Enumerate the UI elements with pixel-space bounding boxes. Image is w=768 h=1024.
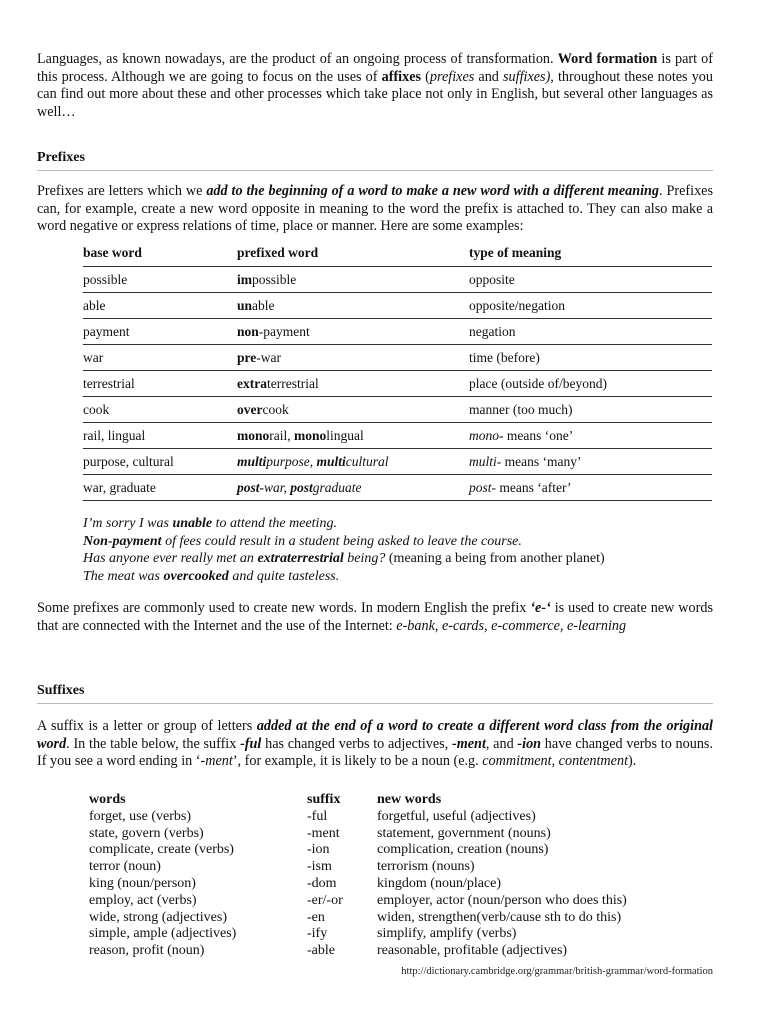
table-row bbox=[89, 876, 627, 893]
suffix-examples: commitment, contentment bbox=[482, 753, 629, 769]
suffixes-text: ’, for example, it is likely to be a noun (e.g. bbox=[232, 753, 483, 769]
prefix: un bbox=[237, 297, 253, 313]
example-text: The meat was bbox=[83, 568, 164, 584]
words-cell: complicate, create (verbs) bbox=[89, 842, 234, 858]
new-words-cell: statement, government (nouns) bbox=[377, 825, 551, 841]
suffixes-text: ). bbox=[628, 753, 637, 769]
example-sentence bbox=[83, 568, 605, 586]
prefixed-word-cell bbox=[237, 293, 469, 319]
suffix-cell: -er/-or bbox=[307, 892, 343, 908]
table-row bbox=[83, 371, 712, 397]
base-word-cell: able bbox=[83, 293, 237, 319]
intro-bold-term: affixes bbox=[381, 68, 422, 85]
intro-text: , throughout these notes you can find out more about these and other processes which take place not only in English, but several other languages as well… bbox=[37, 68, 713, 120]
column-header: words bbox=[89, 792, 126, 807]
table-row bbox=[83, 475, 712, 501]
meaning-rest: means ‘one’ bbox=[503, 427, 574, 443]
meaning-rest: means ‘after’ bbox=[496, 479, 572, 495]
column-header: suffix bbox=[307, 792, 341, 807]
example-note: (meaning a being from another planet) bbox=[385, 551, 605, 566]
column-header: base word bbox=[83, 240, 237, 267]
meaning-cell: opposite/negation bbox=[469, 293, 712, 319]
suffixes-text: , and bbox=[485, 735, 518, 752]
word-rest: war, bbox=[264, 479, 291, 495]
base-word-cell: purpose, cultural bbox=[83, 449, 237, 475]
prefix-italic: multi- bbox=[469, 453, 502, 469]
suffix-term: -ion bbox=[517, 735, 542, 752]
new-words-cell: widen, strengthen(verb/cause sth to do this) bbox=[377, 909, 622, 925]
base-word-cell: war bbox=[83, 345, 237, 371]
suffixes-text: . In the table below, the suffix bbox=[66, 735, 241, 752]
prefix-examples bbox=[83, 515, 605, 585]
table-row bbox=[83, 319, 712, 345]
new-words-cell: terrorism (nouns) bbox=[377, 859, 475, 875]
prefixed-word-cell bbox=[237, 423, 469, 449]
paragraph-text: Some prefixes are commonly used to create new words. In modern English the prefix bbox=[37, 600, 531, 616]
new-words-cell: kingdom (noun/place) bbox=[377, 875, 502, 891]
meaning-cell: manner (too much) bbox=[469, 397, 712, 423]
new-words-cell: complication, creation (nouns) bbox=[377, 842, 549, 858]
table-row bbox=[83, 345, 712, 371]
column-header: prefixed word bbox=[237, 240, 469, 267]
word-rest: terrestrial bbox=[266, 375, 319, 391]
words-cell: wide, strong (adjectives) bbox=[89, 909, 228, 925]
prefixes-table bbox=[83, 240, 712, 501]
example-term: unable bbox=[172, 516, 213, 531]
prefixed-word-cell bbox=[237, 397, 469, 423]
suffixes-text: has changed verbs to adjectives, bbox=[261, 735, 452, 752]
meaning-cell: negation bbox=[469, 319, 712, 345]
suffixes-text: A suffix is a letter or group of letters bbox=[37, 718, 257, 734]
suffix-cell: -ify bbox=[307, 926, 328, 942]
example-sentence bbox=[83, 533, 605, 551]
meaning-cell: place (outside of/beyond) bbox=[469, 371, 712, 397]
prefixes-heading: Prefixes bbox=[37, 150, 85, 165]
prefix: im bbox=[237, 271, 252, 287]
prefixes-paragraph bbox=[37, 183, 713, 236]
table-row bbox=[83, 423, 712, 449]
e-prefix-examples: e-bank, e-cards, e-commerce, e-learning bbox=[396, 617, 627, 634]
table-row bbox=[83, 449, 712, 475]
prefix-italic: post- bbox=[469, 479, 496, 495]
prefix-italic: mono- bbox=[469, 427, 504, 443]
suffix-cell: -ion bbox=[307, 842, 330, 858]
suffixes-heading: Suffixes bbox=[37, 683, 85, 698]
e-prefix-term: ‘e-‘ bbox=[530, 600, 551, 616]
table-row bbox=[83, 267, 712, 293]
suffixes-paragraph bbox=[37, 718, 713, 771]
prefixed-word-cell bbox=[237, 319, 469, 345]
suffix-cell: -able bbox=[307, 943, 335, 959]
example-term: extraterrestrial bbox=[257, 551, 344, 566]
new-words-cell: employer, actor (noun/person who does this) bbox=[377, 892, 627, 908]
table-row bbox=[89, 943, 627, 960]
prefix: over bbox=[237, 401, 263, 417]
word-rest: -payment bbox=[258, 323, 310, 339]
new-words-cell: reasonable, profitable (adjectives) bbox=[377, 943, 568, 959]
word-rest: lingual bbox=[326, 427, 364, 443]
column-header: new words bbox=[377, 792, 442, 807]
meaning-cell bbox=[469, 449, 712, 475]
intro-text: is part of this process. Although we are going to focus on the uses of bbox=[37, 51, 713, 85]
example-term: overcooked bbox=[163, 568, 229, 584]
prefix: pre bbox=[237, 349, 257, 365]
new-words-cell: simplify, amplify (verbs) bbox=[377, 926, 517, 942]
word-rest: rail, bbox=[269, 427, 295, 443]
table-row bbox=[83, 293, 712, 319]
suffix-term: -ment bbox=[200, 753, 233, 769]
word-rest: possible bbox=[252, 271, 297, 287]
example-text: to attend the meeting. bbox=[212, 516, 337, 531]
word-rest: graduate bbox=[312, 479, 362, 495]
intro-bold-term: Word formation bbox=[557, 51, 658, 67]
words-cell: simple, ample (adjectives) bbox=[89, 926, 237, 942]
suffix-cell: -en bbox=[307, 909, 325, 925]
prefixes-emphasis: add to the beginning of a word to make a new word with a different meaning bbox=[206, 183, 660, 199]
prefix: multi bbox=[237, 453, 267, 469]
prefix: post bbox=[290, 479, 313, 495]
prefixed-word-cell bbox=[237, 449, 469, 475]
words-cell: state, govern (verbs) bbox=[89, 825, 204, 841]
table-row bbox=[83, 397, 712, 423]
base-word-cell: payment bbox=[83, 319, 237, 345]
example-text: I’m sorry I was bbox=[83, 516, 173, 531]
suffix-term: -ful bbox=[240, 735, 262, 752]
intro-text: and bbox=[474, 68, 504, 85]
word-rest: cultural bbox=[345, 453, 389, 469]
intro-text: ( bbox=[421, 68, 430, 85]
prefixes-divider bbox=[37, 170, 713, 171]
words-cell: king (noun/person) bbox=[89, 875, 196, 891]
source-url: http://dictionary.cambridge.org/grammar/british-grammar/word-formation bbox=[401, 966, 713, 977]
intro-paragraph bbox=[37, 51, 713, 121]
meaning-rest: means ‘many’ bbox=[501, 453, 582, 469]
prefixed-word-cell bbox=[237, 475, 469, 501]
prefixes-text: Prefixes are letters which we bbox=[37, 183, 207, 199]
intro-italic-term: suffixes) bbox=[503, 68, 551, 85]
prefix: extra bbox=[237, 375, 267, 391]
e-prefix-paragraph bbox=[37, 600, 713, 635]
table-row bbox=[89, 893, 627, 910]
base-word-cell: war, graduate bbox=[83, 475, 237, 501]
column-header: type of meaning bbox=[469, 240, 712, 267]
prefixed-word-cell bbox=[237, 371, 469, 397]
base-word-cell: possible bbox=[83, 267, 237, 293]
suffix-term: -ment bbox=[452, 735, 486, 752]
paragraph-text: is used to create new words that are connected with the Internet and the use of the Internet: bbox=[37, 600, 713, 634]
meaning-cell bbox=[469, 475, 712, 501]
prefix: post- bbox=[237, 479, 264, 495]
word-rest: cook bbox=[262, 401, 289, 417]
table-row bbox=[89, 910, 627, 927]
intro-text: Languages, as known nowadays, are the product of an ongoing process of transformation. bbox=[37, 51, 558, 67]
suffix-cell: -ment bbox=[307, 825, 340, 841]
table-row bbox=[89, 809, 627, 826]
suffix-cell: -dom bbox=[307, 875, 337, 891]
prefix: non bbox=[237, 323, 259, 339]
suffixes-table-header bbox=[89, 792, 627, 809]
meaning-cell: opposite bbox=[469, 267, 712, 293]
prefix: mono bbox=[237, 427, 270, 443]
suffixes-text: have changed verbs to nouns. If you see a word ending in ‘ bbox=[37, 735, 713, 769]
new-words-cell: forgetful, useful (adjectives) bbox=[377, 808, 536, 824]
example-sentence bbox=[83, 550, 605, 568]
intro-italic-term: prefixes bbox=[429, 68, 475, 85]
words-cell: forget, use (verbs) bbox=[89, 808, 191, 824]
word-rest: able bbox=[252, 297, 275, 313]
table-row bbox=[89, 842, 627, 859]
suffix-cell: -ism bbox=[307, 859, 332, 875]
meaning-cell bbox=[469, 423, 712, 449]
prefixed-word-cell bbox=[237, 345, 469, 371]
base-word-cell: rail, lingual bbox=[83, 423, 237, 449]
prefix: mono bbox=[294, 427, 327, 443]
example-term: Non-payment bbox=[83, 533, 162, 549]
table-row bbox=[89, 826, 627, 843]
example-text: and quite tasteless. bbox=[228, 568, 340, 584]
prefixed-word-cell bbox=[237, 267, 469, 293]
suffix-cell: -ful bbox=[307, 808, 328, 824]
prefix: multi bbox=[316, 453, 346, 469]
meaning-cell: time (before) bbox=[469, 345, 712, 371]
suffixes-divider bbox=[37, 703, 713, 704]
example-text: Has anyone ever really met an bbox=[83, 551, 258, 566]
prefixes-text: . Prefixes can, for example, create a new word opposite in meaning to the word the prefix is attached to. They can also make a word negative or express relations of time, place or manner. Here are some examples: bbox=[37, 183, 713, 234]
words-cell: terror (noun) bbox=[89, 859, 161, 875]
example-text: of fees could result in a student being asked to leave the course. bbox=[161, 533, 522, 549]
word-rest: purpose, bbox=[266, 453, 317, 469]
words-cell: reason, profit (noun) bbox=[89, 943, 205, 959]
word-rest: -war bbox=[256, 349, 281, 365]
words-cell: employ, act (verbs) bbox=[89, 892, 197, 908]
base-word-cell: terrestrial bbox=[83, 371, 237, 397]
prefixes-table-header bbox=[83, 240, 712, 267]
base-word-cell: cook bbox=[83, 397, 237, 423]
table-row bbox=[89, 926, 627, 943]
suffixes-emphasis: added at the end of a word to create a different word class from the original word bbox=[37, 718, 713, 752]
example-sentence bbox=[83, 515, 605, 533]
example-text: being? bbox=[343, 551, 386, 566]
table-row bbox=[89, 859, 627, 876]
suffixes-table bbox=[89, 792, 627, 960]
